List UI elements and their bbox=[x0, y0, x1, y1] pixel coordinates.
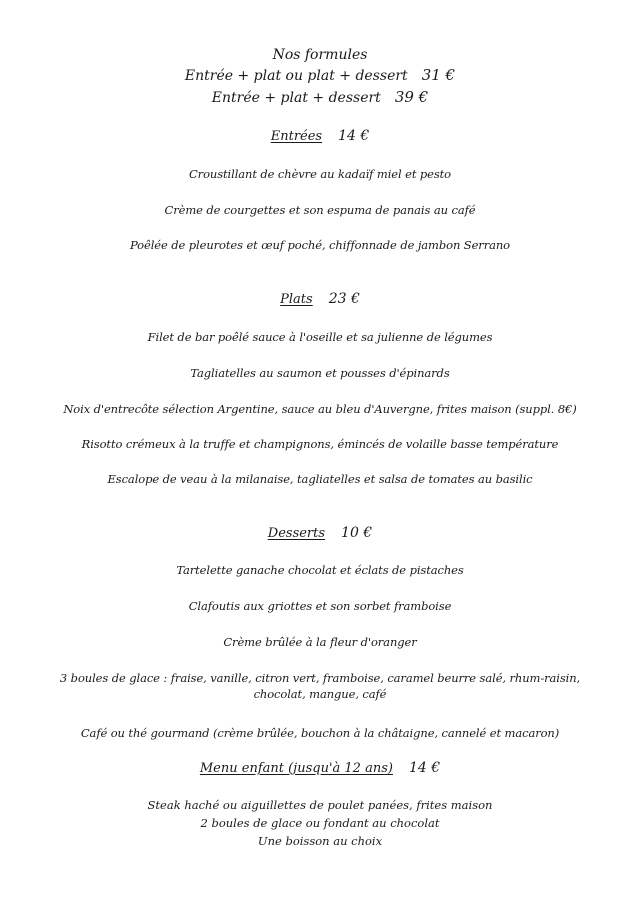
entrees-title: Entrées bbox=[270, 129, 323, 144]
enfant-items bbox=[0, 796, 640, 850]
formules-block bbox=[0, 46, 640, 109]
menu-item: Risotto crémeux à la truffe et champignons, émincés de volaille basse température bbox=[81, 437, 559, 451]
menu-item: Clafoutis aux griottes et son sorbet framboise bbox=[188, 599, 452, 613]
formule-line bbox=[0, 87, 640, 109]
entrees-header bbox=[0, 128, 640, 144]
plats-price: 23 € bbox=[328, 291, 360, 307]
formules-title: Nos formules bbox=[272, 47, 368, 63]
menu-item: Noix d'entrecôte sélection Argentine, sauce au bleu d'Auvergne, frites maison (suppl. 8€) bbox=[63, 402, 577, 416]
desserts-header bbox=[0, 525, 640, 541]
menu-item: Tartelette ganache chocolat et éclats de pistaches bbox=[176, 563, 464, 577]
formule-label: Entrée + plat + dessert bbox=[211, 90, 381, 106]
menu-item-line: chocolat, mangue, café bbox=[253, 687, 387, 701]
menu-item: Filet de bar poêlé sauce à l'oseille et sa julienne de légumes bbox=[147, 330, 493, 344]
menu-item: Crème brûlée à la fleur d'oranger bbox=[223, 635, 417, 649]
menu-item-line: 3 boules de glace : fraise, vanille, citron vert, framboise, caramel beurre salé, rhum-raisin, bbox=[59, 671, 581, 685]
formule-price: 31 € bbox=[421, 66, 456, 84]
enfant-header bbox=[0, 760, 640, 776]
desserts-title: Desserts bbox=[267, 526, 326, 541]
enfant-title: Menu enfant (jusqu'à 12 ans) bbox=[199, 761, 393, 776]
enfant-price: 14 € bbox=[408, 760, 441, 776]
menu-item: Tagliatelles au saumon et pousses d'épinards bbox=[190, 366, 450, 380]
menu-item: Escalope de veau à la milanaise, tagliatelles et salsa de tomates au basilic bbox=[107, 472, 533, 486]
menu-item: Croustillant de chèvre au kadaïf miel et pesto bbox=[188, 167, 452, 181]
menu-item: Café ou thé gourmand (crème brûlée, bouchon à la châtaigne, cannelé et macaron) bbox=[80, 726, 560, 740]
menu-item: Une boisson au choix bbox=[257, 834, 383, 848]
menu-item: 2 boules de glace ou fondant au chocolat bbox=[200, 816, 440, 830]
formule-price: 39 € bbox=[394, 88, 429, 106]
formule-line bbox=[0, 65, 640, 87]
plats-header bbox=[0, 291, 640, 307]
menu-item: Poêlée de pleurotes et œuf poché, chiffonnade de jambon Serrano bbox=[130, 238, 510, 252]
desserts-price: 10 € bbox=[341, 525, 373, 541]
entrees-price: 14 € bbox=[338, 128, 370, 144]
menu-item: Crème de courgettes et son espuma de panais au café bbox=[164, 203, 476, 217]
menu-item bbox=[0, 670, 640, 702]
menu-item: Steak haché ou aiguillettes de poulet panées, frites maison bbox=[147, 798, 493, 812]
plats-title: Plats bbox=[280, 292, 313, 307]
formule-label: Entrée + plat ou plat + dessert bbox=[184, 68, 408, 84]
